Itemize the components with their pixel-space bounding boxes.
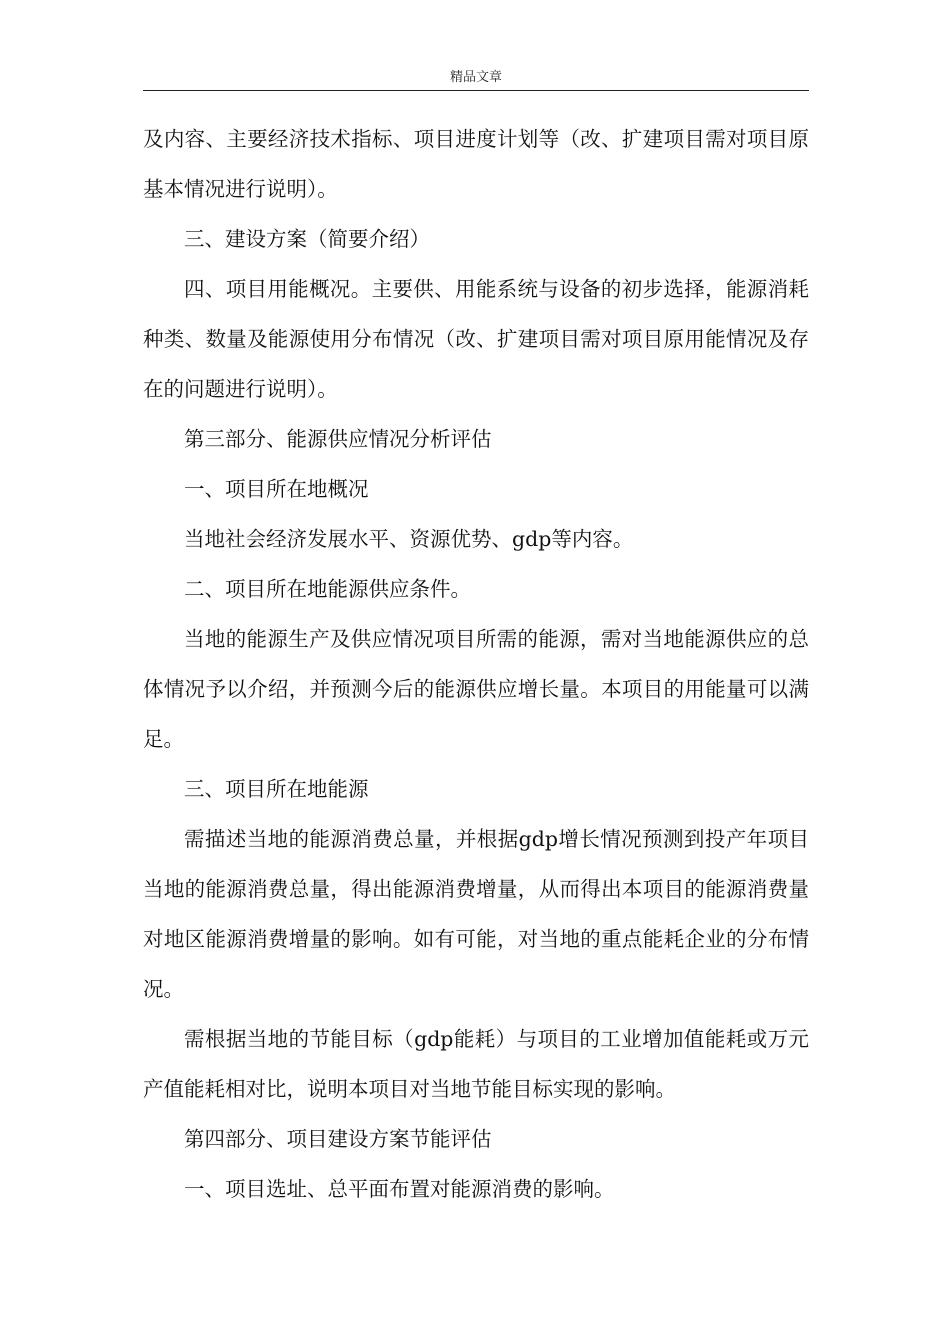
part-heading: 第三部分、能源供应情况分析评估 [184, 427, 492, 451]
paragraph: 四、项目用能概况。主要供、用能系统与设备的初步选择，能源消耗种类、数量及能源使用分布情况（改、扩建项目需对项目原用能情况及存在的问题进行说明）。 [143, 277, 809, 401]
page-header [143, 70, 809, 91]
paragraph: 当地的能源生产及供应情况项目所需的能源，需对当地能源供应的总体情况予以介绍，并预测今后的能源供应增长量。本项目的用能量可以满足。 [143, 627, 809, 751]
section-heading: 二、项目所在地能源供应条件。 [184, 577, 471, 601]
part-heading: 第四部分、项目建设方案节能评估 [184, 1127, 492, 1151]
header-title: 精品文章 [449, 70, 502, 85]
paragraph: 需根据当地的节能目标（gdp能耗）与项目的工业增加值能耗或万元产值能耗相对比，说明本项目对当地节能目标实现的影响。 [143, 1027, 809, 1101]
section-heading: 一、项目所在地概况 [184, 477, 369, 501]
paragraph: 及内容、主要经济技术指标、项目进度计划等（改、扩建项目需对项目原基本情况进行说明）。 [143, 127, 809, 201]
paragraph: 当地社会经济发展水平、资源优势、gdp等内容。 [184, 527, 634, 551]
document-body [143, 114, 809, 1214]
section-heading: 一、项目选址、总平面布置对能源消费的影响。 [184, 1177, 615, 1201]
section-heading: 三、建设方案（简要介绍） [184, 227, 430, 251]
section-heading: 三、项目所在地能源 [184, 777, 369, 801]
paragraph: 需描述当地的能源消费总量，并根据gdp增长情况预测到投产年项目当地的能源消费总量，得出能源消费增量，从而得出本项目的能源消费量对地区能源消费增量的影响。如有可能，对当地的重点能耗企业的分布情况。 [143, 827, 809, 1001]
